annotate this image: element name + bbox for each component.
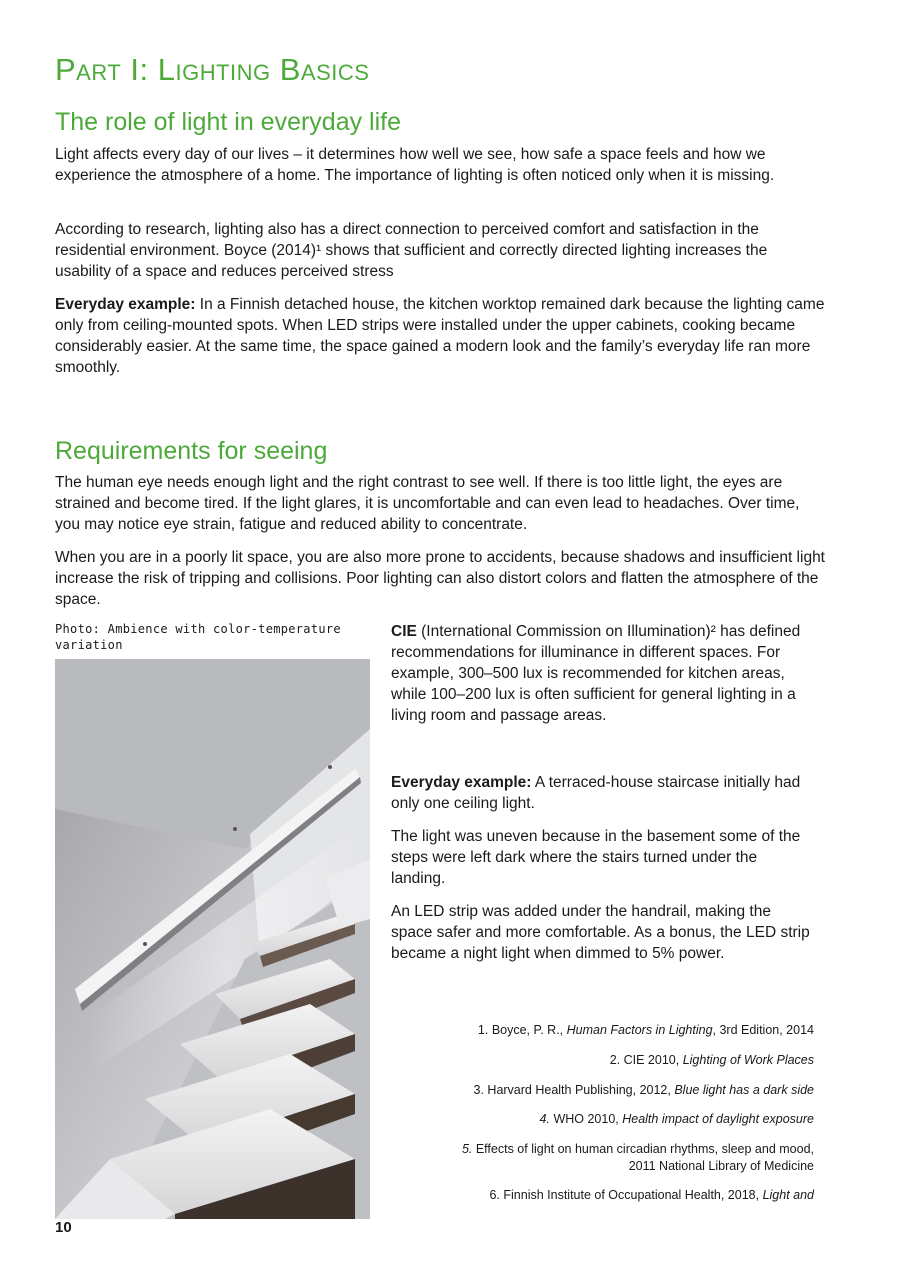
reference-3 (414, 1082, 814, 1099)
reference-6 (394, 1187, 814, 1204)
section1-paragraph-1: Light affects every day of our lives – it determines how well we see, how safe a space feels and how we experience the atmosphere of a home. The importance of lighting is often noticed only when it is missing. (55, 146, 775, 184)
reference-title: Lighting of Work Places (682, 1053, 814, 1067)
cie-label: CIE (391, 623, 417, 640)
reference-suffix: , 3rd Edition, 2014 (712, 1023, 814, 1037)
reference-title: Health impact of daylight exposure (622, 1112, 814, 1126)
led-strip-paragraph: An LED strip was added under the handrail, making the space safer and more comfortable. As a bonus, the LED strip became a night light when dimmed to 5% power. (391, 903, 810, 962)
part-title: Part I: Lighting Basics (55, 52, 370, 87)
reference-4 (414, 1111, 814, 1128)
section-heading-requirements-for-seeing: Requirements for seeing (55, 437, 328, 465)
staircase-example-paragraph (391, 772, 811, 814)
section2-paragraph-1: The human eye needs enough light and the right contrast to see well. If there is too little light, the eyes are strained and become tired. If the light glares, it is uncomfortable and can even lead to headaches. Over time, you may notice eye strain, fatigue and reduced ability to concentrate. (55, 474, 800, 533)
page-number: 10 (55, 1219, 72, 1236)
reference-title: Blue light has a dark side (674, 1083, 814, 1097)
reference-number: 5. (461, 1142, 473, 1156)
reference-text: 2. CIE 2010, (609, 1053, 683, 1067)
section2-paragraph-2: When you are in a poorly lit space, you are also more prone to accidents, because shadows and insufficient light increase the risk of tripping and collisions. Poor lighting can also distort colors and flatten the atmosphere of the space. (55, 549, 825, 608)
reference-text: 3. Harvard Health Publishing, 2012, (473, 1083, 675, 1097)
photo-caption: Photo: Ambience with color-temperature variation (55, 622, 341, 652)
reference-title: Light and (762, 1188, 814, 1202)
staircase-photo (55, 659, 370, 1219)
everyday-example-label: Everyday example: (55, 296, 196, 313)
section1-paragraph-2: According to research, lighting also has a direct connection to perceived comfort and satisfaction in the residential environment. Boyce (2014)¹ shows that sufficient and correctly directed lighting increases the usability of a space and reduces perceived stress (55, 221, 768, 280)
cie-text: (International Commission on Illumination)² has defined recommendations for illuminance in different spaces. For example, 300–500 lux is recommended for kitchen areas, while 100–200 lux is often sufficient for general lighting in a living room and passage areas. (391, 623, 801, 724)
staircase-example-text: A terraced-house staircase initially had only one ceiling light. (391, 774, 801, 812)
cie-paragraph (391, 621, 811, 726)
uneven-light-paragraph: The light was uneven because in the basement some of the steps were left dark where the stairs turned under the landing. (391, 828, 801, 887)
reference-text: WHO 2010, (549, 1112, 623, 1126)
reference-5 (454, 1141, 814, 1175)
reference-text: 6. Finnish Institute of Occupational Health, 2018, (489, 1188, 763, 1202)
reference-text: Effects of light on human circadian rhythms, sleep and mood, 2011 National Library of Medicine (472, 1142, 814, 1173)
reference-text: 1. Boyce, P. R., (477, 1023, 567, 1037)
section1-everyday-example (55, 294, 825, 378)
reference-2 (414, 1052, 814, 1069)
staircase-example-label: Everyday example: (391, 774, 532, 791)
everyday-example-text: In a Finnish detached house, the kitchen worktop remained dark because the lighting came only from ceiling-mounted spots. When LED strips were installed under the upper cabinets, cooking became considerably easier. At the same time, the space gained a modern look and the family’s everyday life ran more smoothly. (55, 296, 825, 376)
section-heading-role-of-light: The role of light in everyday life (55, 108, 402, 136)
reference-1 (414, 1022, 814, 1039)
reference-title: Human Factors in Lighting (566, 1023, 713, 1037)
reference-number: 4. (539, 1112, 550, 1126)
